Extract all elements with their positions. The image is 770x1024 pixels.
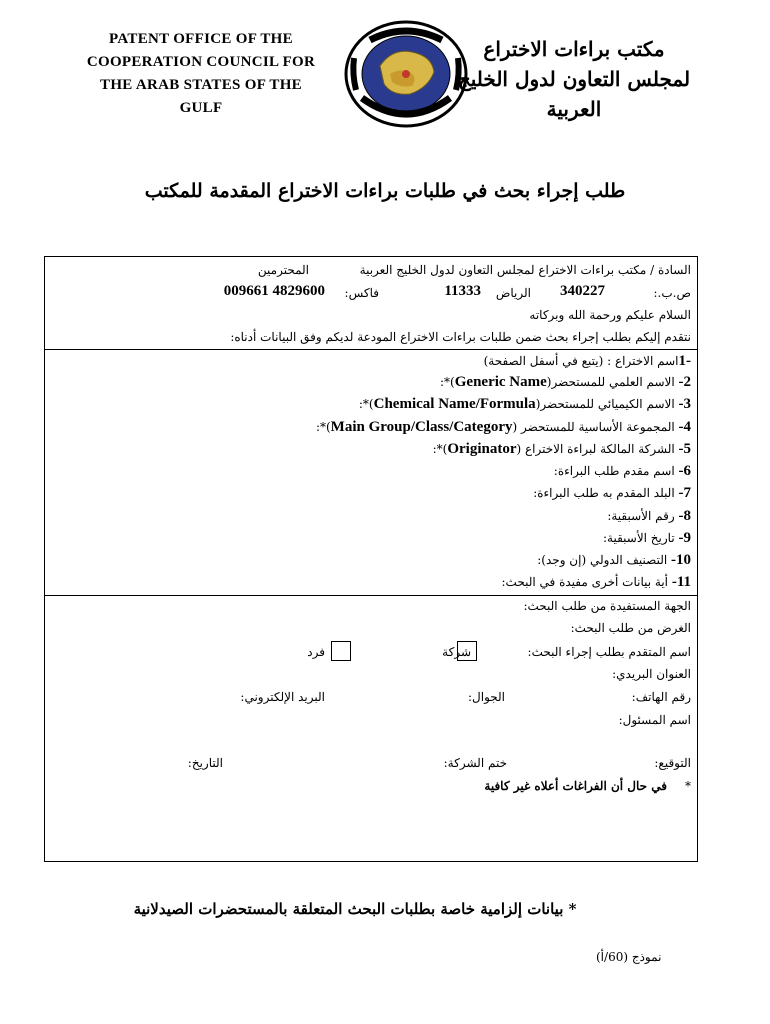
request-text: نتقدم إليكم بطلب إجراء بحث ضمن طلبات براءات الاختراع المودعة لديكم وفق البيانات أدناه: [230, 330, 691, 344]
divider [45, 595, 697, 596]
applicant-name-label: اسم المتقدم بطلب إجراء البحث: [527, 645, 691, 659]
po-box-number: 340227 [560, 283, 605, 299]
company-stamp-label: ختم الشركة: [443, 756, 507, 770]
responsible-label: اسم المسئول: [618, 713, 691, 727]
header-english [70, 28, 332, 120]
item-country: 7- البلد المقدم به طلب البراءة: [533, 485, 691, 501]
fax-number: 009661 4829600 [223, 283, 325, 299]
item-priority-number: 8- رقم الأسبقية: [607, 508, 691, 524]
header-english-line: GULF [179, 100, 223, 116]
po-box-label: ص.ب.: [653, 286, 691, 300]
fax-label: فاكس: [344, 286, 379, 300]
mandatory-footnote: * بيانات إلزامية خاصة بطلبات البحث المتعلقة بالمستحضرات الصيدلانية [133, 900, 577, 918]
form-model-number: نموذج (60/أ) [596, 950, 662, 964]
signature-label: التوقيع: [654, 756, 691, 770]
date-label: التاريخ: [187, 756, 223, 770]
city-label: الرياض [495, 286, 531, 300]
company-label: شركة [442, 645, 471, 659]
individual-checkbox[interactable] [331, 641, 351, 661]
form-title: طلب إجراء بحث في طلبات براءات الاختراع المقدمة للمكتب [144, 180, 626, 202]
header-arabic-line: مكتب براءات الاختراع [483, 37, 665, 61]
individual-label: فرد [307, 645, 325, 659]
item-originator: 5- الشركة المالكة لبراءة الاختراع (Originator)*: [432, 441, 691, 457]
item-generic-name: 2- الاسم العلمي للمستحضر(Generic Name)*: [440, 374, 691, 390]
phone-label: رقم الهاتف: [631, 690, 691, 704]
mobile-label: الجوال: [467, 690, 505, 704]
item-classification: 10- التصنيف الدولي (إن وجد): [537, 552, 691, 568]
postal-address-label: العنوان البريدي: [612, 667, 691, 681]
purpose-label: الغرض من طلب البحث: [570, 621, 691, 635]
respected-label: المحترمين [257, 263, 309, 277]
greeting: السلام عليكم ورحمة الله وبركاته [529, 308, 691, 322]
postal-code: 11333 [444, 283, 481, 299]
header-arabic-line: العربية [546, 97, 602, 121]
divider [45, 349, 697, 350]
header-arabic-line: لمجلس التعاون لدول الخليج [457, 67, 691, 91]
item-priority-date: 9- تاريخ الأسبقية: [602, 530, 691, 546]
item-invention-name: -1اسم الاختراع : (يتبع في أسفل الصفحة) [483, 353, 691, 369]
email-label: البريد الإلكتروني: [240, 690, 325, 704]
header-arabic [448, 34, 700, 124]
beneficiary-label: الجهة المستفيدة من طلب البحث: [523, 599, 691, 613]
item-other-data: 11- أية بيانات أخرى مفيدة في البحث: [501, 574, 691, 590]
item-applicant-name: 6- اسم مقدم طلب البراءة: [553, 463, 691, 479]
search-request-form [44, 256, 698, 862]
header-english-line: THE ARAB STATES OF THE [100, 77, 302, 93]
header-english-line: COOPERATION COUNCIL FOR [86, 54, 316, 70]
item-chemical-name: 3- الاسم الكيميائي للمستحضر(Chemical Name/Formula)*: [358, 396, 691, 412]
item-main-group: 4- المجموعة الأساسية للمستحضر (Main Group/Class/Category)*: [315, 419, 691, 435]
note-text: في حال أن الفراغات أعلاه غير كافية [484, 779, 667, 793]
note-star: * [685, 779, 691, 793]
header-english-line: PATENT OFFICE OF THE [109, 31, 293, 47]
salutation: السادة / مكتب براءات الاختراع لمجلس التعاون لدول الخليج العربية [359, 263, 691, 277]
